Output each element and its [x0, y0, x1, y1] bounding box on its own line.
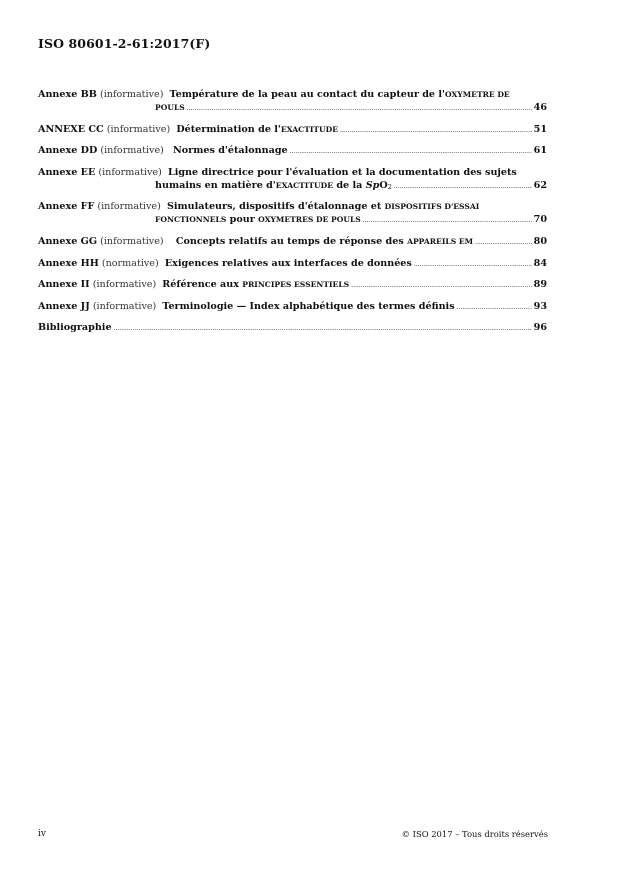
toc-label: Annexe II [38, 279, 90, 291]
toc-kind: (informative) [99, 89, 164, 100]
toc-title: Normes d'étalonnage [173, 145, 288, 157]
toc-label: Annexe JJ [38, 300, 90, 312]
toc-kind: (informative) [100, 235, 164, 247]
toc-entry-annex-jj[interactable] [38, 300, 547, 314]
document-header-id: ISO 80601-2-61:2017(F) [38, 36, 211, 51]
toc-title: Simulateurs, dispositifs d'étalonnage et [166, 201, 385, 213]
toc-title-smallcaps: APPAREILS EM [407, 236, 474, 246]
toc-title-smallcaps: OXYMETRE DE [444, 90, 510, 99]
toc-entry-annex-hh[interactable] [38, 257, 547, 271]
leader-dots [351, 278, 531, 292]
leader-dots [340, 123, 532, 137]
toc-label: Annexe GG [38, 235, 98, 247]
toc-page: 61 [533, 145, 547, 157]
toc-label: Annexe BB [38, 89, 97, 100]
toc-kind: (informative) [92, 279, 157, 291]
leader-dots [414, 257, 532, 271]
toc-kind: (informative) [97, 201, 161, 213]
leader-dots [363, 213, 532, 227]
toc-label: Annexe EE [38, 166, 96, 178]
leader-dots [475, 235, 532, 249]
toc-kind: (informative) [98, 166, 162, 178]
footer-copyright: © ISO 2017 – Tous droits réservés [401, 829, 548, 839]
toc-entry-annex-ii[interactable] [38, 278, 547, 292]
toc-kind: (informative) [106, 123, 171, 135]
toc-kind: (normative) [101, 257, 159, 269]
toc-label: Annexe DD [38, 145, 98, 157]
toc-page: 62 [533, 179, 547, 191]
toc-title: Température de la peau au contact du capteur de l' [169, 89, 445, 100]
leader-dots [394, 179, 532, 193]
leader-dots [187, 101, 532, 115]
toc-title-continued: FONCTIONNELS [155, 215, 227, 225]
toc-title-italic: Sp [365, 179, 380, 191]
leader-dots [457, 300, 532, 314]
toc-title: Ligne directrice pour l'évaluation et la documentation des sujets [167, 166, 517, 178]
toc-title-smallcaps: EXACTITUDE [280, 124, 339, 134]
toc-label: Annexe FF [38, 201, 95, 213]
toc-entry-annex-bb[interactable] [38, 88, 547, 115]
toc-title: Détermination de l' [176, 123, 281, 135]
toc-entry-bibliography[interactable] [38, 321, 547, 335]
table-of-contents [38, 88, 547, 343]
toc-entry-annex-ee[interactable] [38, 166, 547, 193]
toc-entry-annex-gg[interactable] [38, 235, 547, 249]
toc-page: 96 [533, 322, 547, 334]
toc-entry-annex-ff[interactable] [38, 200, 547, 227]
toc-title-smallcaps: OXYMETRES DE POULS [258, 215, 361, 225]
footer-page-number: iv [38, 829, 46, 839]
toc-title-smallcaps: EXACTITUDE [275, 180, 333, 190]
toc-page: 93 [533, 300, 547, 312]
toc-entry-annex-dd[interactable] [38, 144, 547, 158]
toc-label: Annexe HH [38, 257, 99, 269]
toc-title-part: pour [226, 214, 259, 226]
toc-page: 84 [533, 257, 547, 269]
toc-title: Concepts relatifs au temps de réponse des [175, 235, 408, 247]
toc-title-smallcaps: DISPOSITIFS D'ESSAI [384, 202, 480, 212]
toc-title-part: O [379, 179, 388, 191]
toc-title: Exigences relatives aux interfaces de données [164, 257, 412, 269]
toc-title: Terminologie — Index alphabétique des termes définis [162, 300, 455, 312]
toc-title-part: de la [333, 179, 366, 191]
leader-dots [114, 321, 532, 335]
leader-dots [290, 144, 532, 158]
toc-title: Référence aux [162, 279, 243, 291]
toc-entry-annex-cc[interactable] [38, 123, 547, 137]
toc-page: 89 [533, 279, 547, 291]
toc-page: 80 [533, 235, 547, 247]
toc-page: 70 [533, 214, 547, 226]
toc-label: ANNEXE CC [38, 123, 104, 135]
toc-page: 51 [533, 123, 547, 135]
toc-title-smallcaps: PRINCIPES ESSENTIELS [242, 280, 350, 290]
toc-label: Bibliographie [38, 322, 112, 334]
toc-kind: (informative) [100, 145, 164, 157]
toc-title-continued: POULS [155, 103, 185, 112]
toc-kind: (informative) [92, 300, 157, 312]
subscript: 2 [387, 182, 392, 191]
toc-title-continued: humains en matière d' [155, 179, 276, 191]
toc-page: 46 [533, 102, 547, 113]
